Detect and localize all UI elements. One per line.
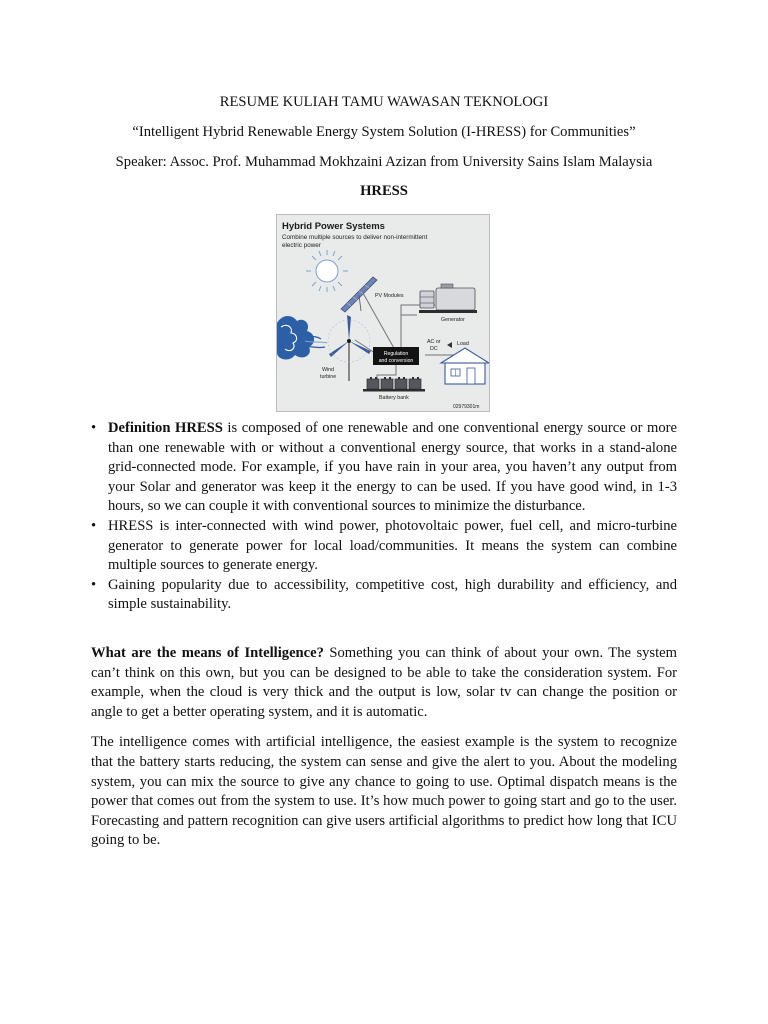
figure-caption-line1: Combine multiple sources to deliver non-intermittent [282, 234, 428, 241]
interconnection-text: HRESS is inter-connected with wind power, photovoltaic power, fuel cell, and micro-turbine generator to generate power for local load/communities. It means the system can combine multiple sources to generate energy. [108, 517, 677, 574]
figure-code: 02979301m [453, 404, 480, 410]
lecture-topic: “Intelligent Hybrid Renewable Energy System Solution (I-HRESS) for Communities” [132, 124, 636, 140]
wind-turbine-label-line1: Wind [322, 367, 335, 373]
ac-dc-label-line2: DC [430, 346, 438, 352]
definition-bullet-list [91, 419, 677, 615]
list-item [91, 576, 677, 615]
ac-dc-label-line1: AC or [427, 339, 441, 345]
intelligence-text: Something you can think of about your own. The system can’t think on this own, but you can be designed to be able to take the consideration system. For example, when the cloud is very thick and the output is low, solar tv can change the position or angle to get a better operating system, and it is automatic. [91, 645, 677, 720]
list-item [91, 517, 677, 576]
document-title: RESUME KULIAH TAMU WAWASAN TEKNOLOGI [219, 94, 549, 110]
hybrid-power-systems-figure [276, 214, 490, 412]
generator-icon [419, 284, 477, 313]
wind-turbine-label-line2: turbine [320, 374, 337, 380]
house-load-icon [441, 348, 489, 384]
speaker-line: Speaker: Assoc. Prof. Muhammad Mokhzaini Azizan from University Sains Islam Malaysia [115, 154, 653, 170]
popularity-text: Gaining popularity due to accessibility, competitive cost, high durability and efficiency, and simple sustainability. [108, 576, 677, 613]
current-flow-arrow-icon [447, 342, 452, 348]
figure-title: Hybrid Power Systems [282, 221, 385, 232]
battery-bank-label: Battery bank [379, 395, 409, 401]
load-label: Load [457, 341, 469, 347]
section-heading: HRESS [360, 183, 408, 199]
definition-lead: Definition HRESS [108, 420, 223, 436]
intelligence-paragraph [91, 644, 677, 722]
wind-turbine-icon [328, 315, 371, 381]
list-item [91, 419, 677, 517]
wind-cloud-icon [277, 316, 327, 359]
figure-caption-line2: electric power [282, 242, 321, 249]
ai-paragraph: The intelligence comes with artificial intelligence, the easiest example is the system to recognize that the battery starts reducing, the system can sense and give the alert to you. About the modeling system, you can mix the source to give any chance to going to use. Optimal dispatch means is the power that comes out from the system to use. It’s how much power to going start and go to the user. Forecasting and pattern recognition can give users artificial algorithms to predict how long that ICU going to be. [91, 734, 677, 849]
pv-modules-label: PV Modules [375, 293, 404, 299]
regulation-label-line2: and conversion [378, 358, 414, 364]
pv-modules-icon [341, 277, 377, 312]
definition-text: is composed of one renewable and one conventional energy source or more than one renewable with or without a conventional energy source, that works in a stand-alone grid-connected mode. For example, if you have rain in your area, you haven’t any output from your Solar and generator was keep it the energy to can be used. If you have good wind, in 1-3 hours, so we can couple it with conventional sources to minimize the disturbance. [108, 420, 677, 515]
sun-icon [306, 250, 348, 292]
battery-bank-icon [363, 377, 425, 392]
bullet-section [91, 419, 677, 615]
body-section [91, 644, 677, 862]
intelligence-question: What are the means of Intelligence? [91, 645, 324, 661]
regulation-label-line1: Regulation [383, 351, 409, 357]
generator-label: Generator [441, 317, 465, 323]
